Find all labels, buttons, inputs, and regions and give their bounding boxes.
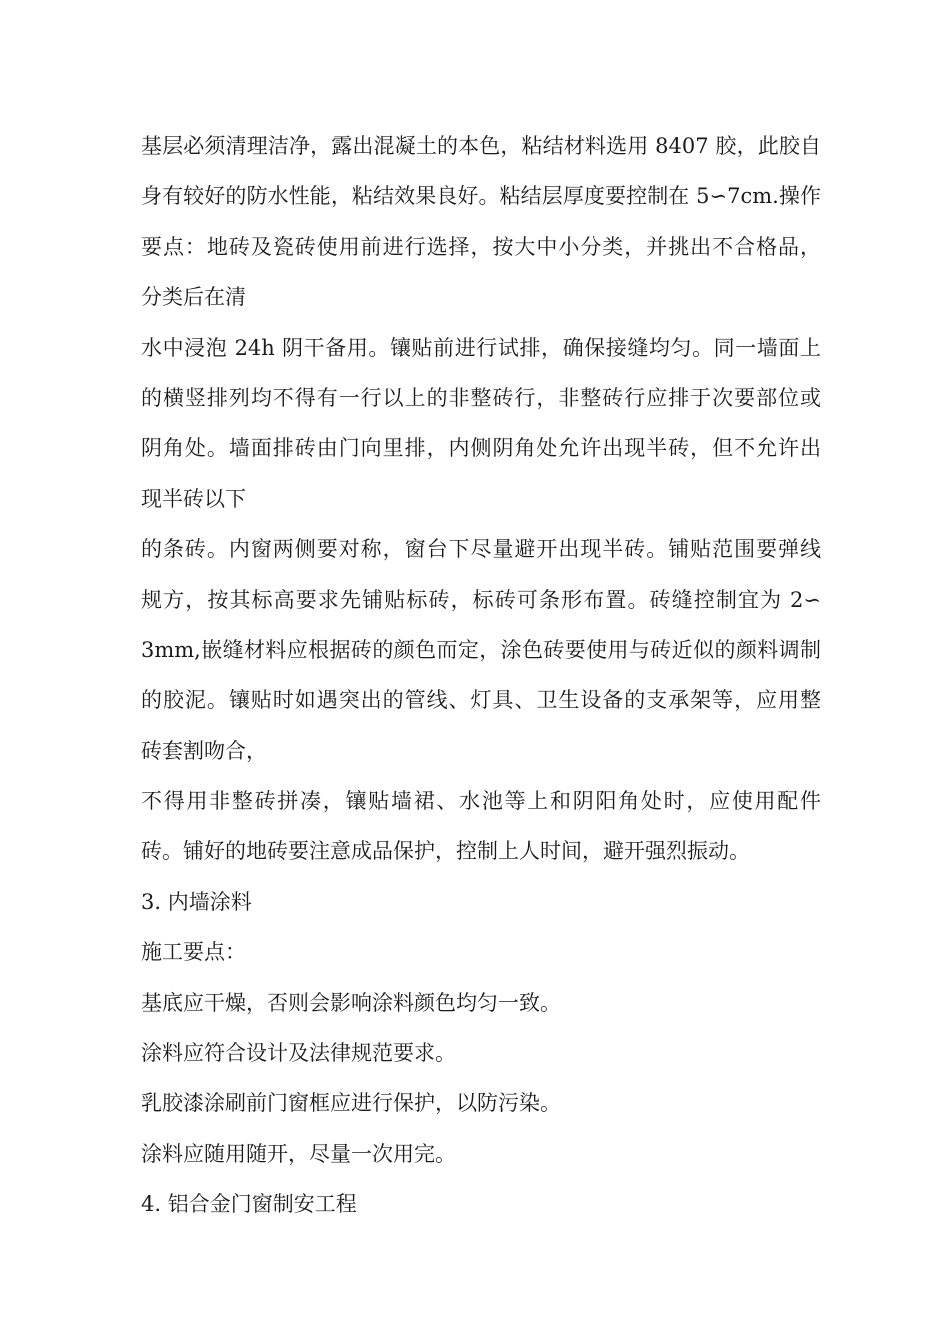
document-body [141, 121, 821, 1230]
paragraph-line: 不得用非整砖拼凑，镶贴墙裙、水池等上和阴阳角处时，应使用配件 [141, 789, 821, 814]
paragraph-line: 分类后在清 [141, 285, 246, 310]
paragraph-line: 要点：地砖及瓷砖使用前进行选择，按大中小分类，并挑出不合格品， [141, 234, 821, 259]
paragraph-line: 基层必须清理洁净，露出混凝土的本色，粘结材料选用 8407 胶，此胶自 [141, 134, 821, 158]
paragraph-line: 3mm,嵌缝材料应根据砖的颜色而定，涂色砖要使用与砖近似的颜料调制 [141, 637, 821, 662]
paragraph-line: 砖套割吻合， [141, 738, 267, 763]
paragraph-line: 的条砖。内窗两侧要对称，窗台下尽量避开出现半砖。铺贴范围要弹线 [141, 537, 821, 562]
list-item: 涂料应符合设计及法律规范要求。 [141, 1041, 456, 1066]
paragraph-line: 水中浸泡 24h 阴干备用。镶贴前进行试排，确保接缝均匀。同一墙面上 [141, 335, 821, 360]
paragraph-line: 身有较好的防水性能，粘结效果良好。粘结层厚度要控制在 5∽7cm.操作 [141, 184, 821, 209]
subsection-label: 施工要点： [141, 940, 246, 965]
paragraph-line: 阴角处。墙面排砖由门向里排，内侧阴角处允许出现半砖，但不允许出 [141, 436, 821, 461]
section-heading: 3. 内墙涂料 [141, 889, 252, 914]
paragraph-line: 现半砖以下 [141, 486, 246, 511]
paragraph-line: 的横竖排列均不得有一行以上的非整砖行，非整砖行应排于次要部位或 [141, 385, 821, 410]
paragraph-line: 规方，按其标高要求先铺贴标砖，标砖可条形布置。砖缝控制宜为 2∽ [141, 587, 821, 612]
paragraph-line: 砖。铺好的地砖要注意成品保护，控制上人时间，避开强烈振动。 [141, 839, 750, 864]
list-item: 基底应干燥，否则会影响涂料颜色均匀一致。 [141, 990, 561, 1015]
list-item: 乳胶漆涂刷前门窗框应进行保护，以防污染。 [141, 1091, 561, 1116]
list-item: 涂料应随用随开，尽量一次用完。 [141, 1141, 456, 1166]
section-heading: 4. 铝合金门窗制安工程 [141, 1192, 357, 1217]
paragraph-line: 的胶泥。镶贴时如遇突出的管线、灯具、卫生设备的支承架等，应用整 [141, 688, 821, 713]
